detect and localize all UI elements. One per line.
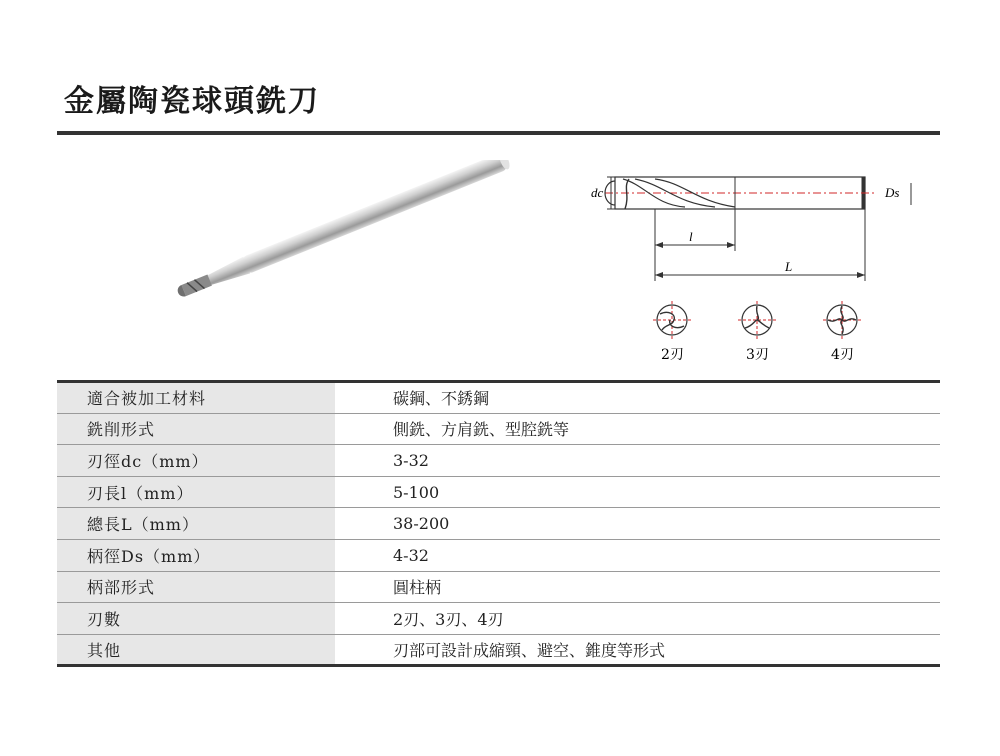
table-row [57, 382, 940, 414]
spec-value: 碳鋼、不銹鋼 [335, 382, 940, 414]
flute-label-2: 2刃 [661, 347, 684, 363]
spec-key: 刃徑dc（mm） [57, 445, 335, 477]
table-row [57, 571, 940, 603]
table-row [57, 476, 940, 508]
cross-section-4-flute [823, 301, 861, 339]
spec-table [57, 380, 940, 667]
table-row [57, 508, 940, 540]
ball-end-mill-photo [160, 160, 530, 310]
spec-key: 銑削形式 [57, 413, 335, 445]
spec-value: 5-100 [335, 476, 940, 508]
table-row [57, 603, 940, 635]
spec-key: 柄徑Ds（mm） [57, 539, 335, 571]
spec-value: 3-32 [335, 445, 940, 477]
spec-value: 圓柱柄 [335, 571, 940, 603]
spec-value: 側銑、方肩銑、型腔銑等 [335, 413, 940, 445]
page-title: 金屬陶瓷球頭銑刀 [64, 84, 320, 119]
table-row [57, 413, 940, 445]
spec-key: 柄部形式 [57, 571, 335, 603]
table-row [57, 445, 940, 477]
spec-value: 4-32 [335, 539, 940, 571]
title-divider [57, 131, 940, 135]
tool-dimension-diagram [585, 165, 925, 365]
flute-label-4: 4刃 [831, 347, 854, 363]
l-label: l [689, 229, 693, 244]
ds-label: Ds [885, 185, 900, 200]
spec-value: 2刃、3刃、4刃 [335, 603, 940, 635]
spec-value: 38-200 [335, 508, 940, 540]
dc-label: dc [591, 185, 604, 200]
cross-section-3-flute [738, 301, 776, 339]
spec-value: 刃部可設計成縮頸、避空、錐度等形式 [335, 634, 940, 666]
L-label: L [785, 259, 793, 274]
spec-key: 刃長l（mm） [57, 476, 335, 508]
spec-key: 適合被加工材料 [57, 382, 335, 414]
spec-key: 總長L（mm） [57, 508, 335, 540]
flute-label-3: 3刃 [746, 347, 769, 363]
table-row [57, 634, 940, 666]
cross-section-2-flute [653, 301, 691, 339]
table-row [57, 539, 940, 571]
spec-key: 其他 [57, 634, 335, 666]
spec-key: 刃數 [57, 603, 335, 635]
